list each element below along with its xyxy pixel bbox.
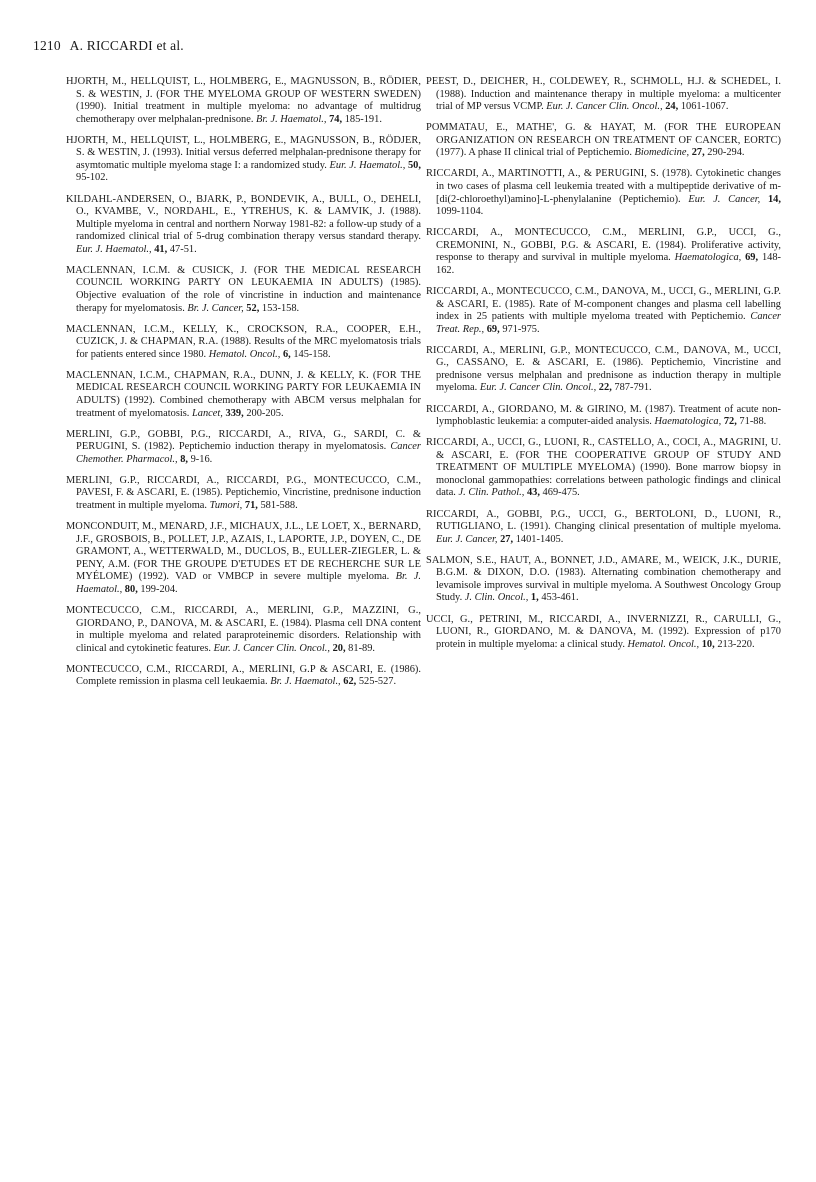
reference-text: (1978). Cytokinetic changes in two cases of plasma cell leukemia treated with a multipeptide derivative of m-[di(2-chloroethyl)amino]-L-phenylalanine (Peptichemio). <box>436 168 781 205</box>
reference-journal: Biomedicine, <box>634 147 690 159</box>
reference-pages: 199-204. <box>140 583 178 595</box>
reference-volume: 1, <box>530 592 539 604</box>
reference-volume: 80, <box>124 583 138 595</box>
reference-volume: 52, <box>246 302 260 314</box>
reference-pages: 1061-1067. <box>680 101 729 113</box>
reference-entry <box>66 475 421 513</box>
reference-volume: 22, <box>598 382 612 394</box>
reference-journal: Hematol. Oncol., <box>208 348 281 360</box>
reference-text: (1990). Initial treatment in multiple myeloma: no advantage of multidrug chemotherapy over melphalan-prednisone. <box>76 101 421 125</box>
reference-journal: Eur. J. Haematol., <box>76 243 152 255</box>
reference-text: (1988). Results of the MRC myelomatosis trials for patients entered since 1980. <box>76 336 421 360</box>
reference-pages: 47-51. <box>169 243 197 255</box>
reference-pages: 1401-1405. <box>515 533 564 545</box>
reference-entry <box>66 194 421 257</box>
reference-authors: PEEST, D., DEICHER, H., COLDEWEY, R., SCHMOLL, H.J. & SCHEDEL, I. <box>426 76 781 87</box>
reference-entry <box>66 605 421 655</box>
reference-pages: 9-16. <box>190 453 213 465</box>
reference-pages: 153-158. <box>261 302 300 314</box>
reference-pages: 185-191. <box>344 113 382 125</box>
reference-authors: MONTECUCCO, C.M., RICCARDI, A., MERLINI, G.P., MAZZINI, G., GIORDANO, P., DANOVA, M. & ASCARI, E. <box>66 605 421 629</box>
reference-volume: 10, <box>701 638 715 650</box>
reference-entry <box>426 614 781 652</box>
reference-entry <box>66 324 421 362</box>
reference-authors: MACLENNAN, I.C.M. & CUSICK, J. (FOR THE MEDICAL RESEARCH COUNCIL WORKING PARTY ON LEUKAEMIA IN ADULTS) <box>66 264 421 289</box>
reference-journal: J. Clin. Oncol., <box>464 592 529 604</box>
reference-pages: 581-588. <box>260 500 298 512</box>
reference-journal: Br. J. Haematol., <box>76 571 421 595</box>
reference-text: (1993). Initial versus deferred melphalan-prednisone therapy for asymtomatic multiple myeloma stage I: a randomized study. <box>76 147 421 171</box>
reference-authors: RICCARDI, A., GOBBI, P.G., UCCI, G., BERTOLONI, D., LUONI, R., RUTIGLIANO, L. <box>426 508 781 533</box>
reference-text: (1983). Alternating combination chemotherapy and levamisole improves survival in multiple myeloma. A Southwest Oncology Group Study. <box>436 567 781 604</box>
reference-pages: 213-220. <box>717 638 755 650</box>
reference-journal: Eur. J. Cancer, <box>688 193 761 205</box>
reference-volume: 74, <box>329 113 343 125</box>
reference-pages: 81-89. <box>348 642 376 654</box>
reference-text: (1992). VAD or VMBCP in severe multiple myeloma. <box>138 571 390 583</box>
reference-text: (1977). A phase II clinical trial of Peptichemio. <box>436 147 632 159</box>
reference-authors: HJORTH, M., HELLQUIST, L., HOLMBERG, E., MAGNUSSON, B., RÖDJER, S. & WESTIN, J. <box>66 134 421 159</box>
reference-authors: MACLENNAN, I.C.M., KELLY, K., CROCKSON, R.A., COOPER, E.H., CUZICK, J. & CHAPMAN, R.A. <box>66 323 421 348</box>
reference-text: (1985). Rate of M-component changes and plasma cell labelling index in 25 patients with multiple myeloma treated with Peptichemio. <box>436 298 781 323</box>
reference-authors: POMMATAU, E., MATHE', G. & HAYAT, M. (FOR THE EUROPEAN ORGANIZATION ON RESEARCH ON TREATMENT OF CANCER, EORTC) <box>426 122 781 146</box>
reference-authors: MACLENNAN, I.C.M., CHAPMAN, R.A., DUNN, J. & KELLY, K. (FOR THE MEDICAL RESEARCH COUNCIL WORKING PARTY FOR LEUKAEMIA IN ADULTS) <box>66 369 421 406</box>
reference-volume: 41, <box>154 243 168 255</box>
reference-journal: Cancer Chemother. Pharmacol., <box>76 441 421 465</box>
reference-pages: 145-158. <box>293 348 331 360</box>
reference-journal: Eur. J. Haematol., <box>329 159 406 171</box>
page-number: 1210 <box>33 38 61 53</box>
reference-entry <box>66 664 421 689</box>
reference-text: (1991). Changing clinical presentation of multiple myeloma. <box>520 521 782 533</box>
reference-journal: Eur. J. Cancer Clin. Oncol., <box>546 101 663 113</box>
reference-entry <box>426 76 781 114</box>
reference-entry <box>66 370 421 420</box>
reference-text: (1984). Proliferative activity, response to therapy and survival in multiple myeloma. <box>436 239 781 264</box>
running-title: A. RICCARDI et al. <box>69 38 184 53</box>
reference-authors: RICCARDI, A., MARTINOTTI, A., & PERUGINI, S. <box>426 168 659 180</box>
reference-volume: 72, <box>723 416 737 428</box>
reference-pages: 469-475. <box>542 487 580 499</box>
reference-authors: SALMON, S.E., HAUT, A., BONNET, J.D., AMARE, M., WEICK, J.K., DURIE, B.G.M. & DIXON, D.O. <box>426 554 781 579</box>
reference-authors: KILDAHL-ANDERSEN, O., BJARK, P., BONDEVIK, A., BULL, O., DEHELI, O., KVAMBE, V., NORDAHL, E., YTREHUS, K. & LAMVIK, J. <box>66 193 421 218</box>
reference-pages: 71-88. <box>739 416 767 428</box>
reference-text: (1992). Combined chemotherapy with ABCM versus melphalan for treatment of myelomatosis. <box>76 395 421 419</box>
reference-entry <box>426 345 781 395</box>
running-header <box>33 38 184 54</box>
reference-text: (1988). Multiple myeloma in central and northern Norway 1981-82: a follow-up study of a randomized clinical trial of 5-drug combination therapy versus standard therapy. <box>76 206 421 243</box>
reference-entry <box>426 227 781 277</box>
reference-entry <box>426 122 781 160</box>
reference-authors: RICCARDI, A., GIORDANO, M. & GIRINO, M. <box>426 403 642 415</box>
reference-authors: MONCONDUIT, M., MENARD, J.F., MICHAUX, J.L., LE LOET, X., BERNARD, J.F., GROSBOIS, B., POLLET, J.P., AZAIS, I., LAPORTE, J.P., DOYEN, C., DE GRAMONT, A., WETTERWALD, M., DUCLOS, B., EULLER-ZIEGLER, L. & PENY, A.M. (FOR THE GROUPE D'ETUDES ET DE RECHERCHE SUR LE MYÉLOME) <box>66 521 421 583</box>
reference-volume: 71, <box>244 500 258 512</box>
reference-volume: 14, <box>767 193 781 205</box>
reference-journal: Br. J. Cancer, <box>187 302 244 314</box>
reference-journal: Eur. J. Cancer Clin. Oncol., <box>213 642 330 654</box>
reference-journal: Haematologica, <box>654 416 722 428</box>
reference-text: (1986). Complete remission in plasma cell leukaemia. <box>76 663 421 688</box>
reference-column-left <box>66 76 421 698</box>
reference-journal: Lancet, <box>192 407 223 419</box>
reference-text: (1985). Peptichemio, Vincristine, prednisone induction treatment in multiple myeloma. <box>76 487 421 512</box>
reference-volume: 8, <box>180 453 188 465</box>
reference-volume: 43, <box>526 487 540 499</box>
reference-text: (1992). Expression of p170 protein in multiple myeloma: a clinical study. <box>436 626 781 650</box>
reference-volume: 24, <box>665 101 679 113</box>
reference-pages: 95-102. <box>76 172 109 184</box>
reference-pages: 787-791. <box>614 382 652 394</box>
reference-volume: 27, <box>691 147 705 159</box>
reference-pages: 525-527. <box>358 676 397 688</box>
reference-text: (1985). Objective evaluation of the role of vincristine in induction and maintenance therapy for myelomatosis. <box>76 277 421 314</box>
reference-text: (1987). Treatment of acute non-lymphoblastic leukemia: a computer-aided analysis. <box>436 403 782 428</box>
reference-journal: Eur. J. Cancer, <box>436 533 498 545</box>
reference-entry <box>66 265 421 315</box>
reference-entry <box>426 168 781 218</box>
reference-journal: Br. J. Haematol., <box>256 113 327 125</box>
reference-entry <box>426 404 781 429</box>
reference-entry <box>66 429 421 467</box>
reference-entry <box>66 521 421 596</box>
reference-volume: 339, <box>225 407 244 419</box>
reference-volume: 69, <box>745 252 759 264</box>
reference-volume: 6, <box>282 348 291 360</box>
reference-entry <box>66 135 421 185</box>
reference-entry <box>426 555 781 605</box>
reference-entry <box>66 76 421 126</box>
reference-pages: 971-975. <box>502 323 540 335</box>
reference-pages: 453-461. <box>541 592 579 604</box>
reference-journal: J. Clin. Pathol., <box>458 487 525 499</box>
reference-authors: RICCARDI, A., MONTECUCCO, C.M., MERLINI, G.P., UCCI, G., CREMONINI, N., GOBBI, P.G. & ASCARI, E. <box>426 227 781 251</box>
reference-authors: RICCARDI, A., UCCI, G., LUONI, R., CASTELLO, A., COCI, A., MAGRINI, U. & ASCARI, E. (FOR THE COOPERATIVE GROUP OF STUDY AND TREATMENT OF MULTIPLE MYELOMA) <box>426 437 781 474</box>
reference-volume: 62, <box>343 676 357 688</box>
reference-authors: UCCI, G., PETRINI, M., RICCARDI, A., INVERNIZZI, R., CARULLI, G., LUONI, R., GIORDANO, M. & DANOVA, M. <box>426 613 781 638</box>
reference-journal: Haematologica, <box>674 252 742 264</box>
reference-column-right <box>426 76 781 660</box>
reference-authors: RICCARDI, A., MONTECUCCO, C.M., DANOVA, M., UCCI, G., MERLINI, G.P. & ASCARI, E. <box>426 286 781 310</box>
reference-journal: Tumori, <box>209 500 243 512</box>
reference-entry <box>426 437 781 500</box>
reference-journal: Br. J. Haematol., <box>270 676 341 688</box>
reference-journal: Hematol. Oncol., <box>627 638 700 650</box>
reference-journal: Eur. J. Cancer Clin. Oncol., <box>479 382 597 394</box>
reference-authors: HJORTH, M., HELLQUIST, L., HOLMBERG, E., MAGNUSSON, B., RÖDIER, S. & WESTIN, J. (FOR THE MYELOMA GROUP OF WESTERN SWEDEN) <box>66 76 421 100</box>
reference-text: (1984). Plasma cell DNA content in multiple myeloma and related paraproteinemic disorders. Relationship with clinical and cytokinetic features. <box>76 617 421 654</box>
reference-authors: MONTECUCCO, C.M., RICCARDI, A., MERLINI, G.P & ASCARI, E. <box>66 663 387 675</box>
reference-volume: 27, <box>500 533 514 545</box>
reference-text: (1990). Bone marrow biopsy in monoclonal gammopathies: correlations between pathologic findings and clinical data. <box>436 462 781 499</box>
reference-authors: RICCARDI, A., MERLINI, G.P., MONTECUCCO, C.M., DANOVA, M., UCCI, G., CASSANO, E. & ASCARI, E. <box>426 344 781 369</box>
reference-pages: 290-294. <box>707 147 745 159</box>
reference-journal: Cancer Treat. Rep., <box>436 311 781 335</box>
reference-pages: 148-162. <box>436 252 781 276</box>
reference-text: (1986). Peptichemio, Vincristine and prednisone versus melphalan and prednisone as induction therapy in multiple myeloma. <box>436 357 781 394</box>
reference-text: (1988). Induction and maintenance therapy in multiple myeloma: a multicenter trial of MP versus VCMP. <box>436 88 781 113</box>
reference-authors: MERLINI, G.P., RICCARDI, A., RICCARDI, P.G., MONTECUCCO, C.M., PAVESI, F. & ASCARI, E. <box>66 474 421 499</box>
reference-pages: 200-205. <box>246 407 284 419</box>
reference-entry <box>426 509 781 547</box>
reference-volume: 69, <box>486 323 500 335</box>
reference-authors: MERLINI, G.P., GOBBI, P.G., RICCARDI, A., RIVA, G., SARDI, C. & PERUGINI, S. <box>66 428 421 453</box>
reference-pages: 1099-1104. <box>436 206 484 218</box>
reference-volume: 20, <box>332 642 346 654</box>
reference-volume: 50, <box>407 159 421 171</box>
reference-text: (1982). Peptichemio induction therapy in myelomatosis. <box>144 441 387 453</box>
reference-entry <box>426 286 781 336</box>
